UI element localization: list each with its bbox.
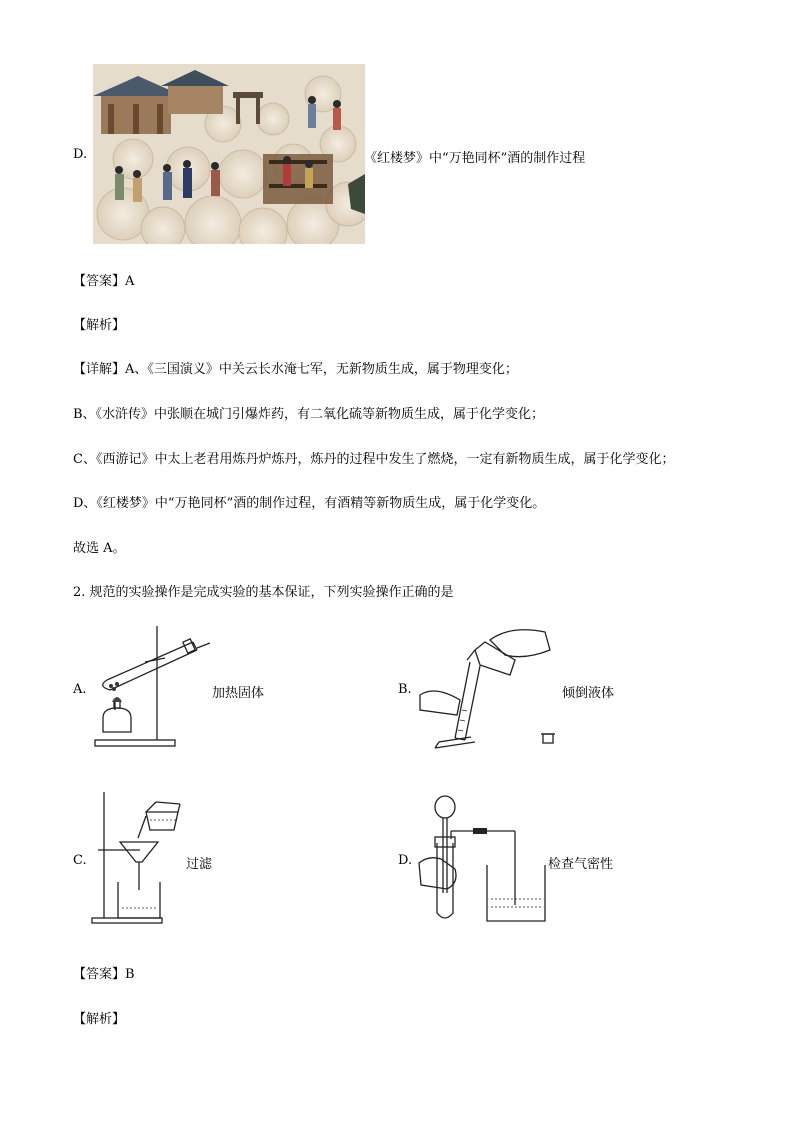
q1-analysis-tag: 【解析】 [73, 318, 126, 333]
filtration-apparatus-image [88, 790, 188, 925]
q1-detail-c: C、《西游记》中太上老君用炼丹炉炼丹，炼丹的过程中发生了燃烧，一定有新物质生成，属于化学变化； [73, 452, 675, 467]
q2-option-b-letter: B. [398, 682, 412, 697]
q2-stem: 2. 规范的实验操作是完成实验的基本保证，下列实验操作正确的是 [73, 585, 454, 600]
q2-option-a-caption: 加热固体 [212, 686, 265, 701]
q2-option-a-letter: A. [73, 682, 87, 697]
q1-detail-a [73, 358, 518, 377]
answer-value: A [125, 274, 135, 289]
answer-tag: 【答案】 [73, 274, 126, 289]
detail-tag: 【详解】 [73, 362, 126, 377]
q2-option-d-caption: 检查气密性 [548, 857, 614, 872]
q1-conclusion: 故选 A。 [73, 541, 126, 556]
q2-answer [73, 963, 135, 982]
q1-option-d-text: 《红楼梦》中“万艳同杯”酒的制作过程 [364, 151, 586, 166]
q2-option-c-caption: 过滤 [186, 857, 213, 872]
q1-answer [73, 270, 134, 289]
q2-option-c-letter: C. [73, 853, 87, 868]
q1-option-d-letter: D. [73, 147, 88, 162]
detail-a-text: A、《三国演义》中关云长水淹七军，无新物质生成，属于物理变化； [125, 362, 518, 377]
painting-image [93, 64, 365, 244]
answer-tag: 【答案】 [73, 967, 126, 982]
q2-analysis-tag: 【解析】 [73, 1012, 126, 1027]
q2-option-b-caption: 倾倒液体 [562, 686, 615, 701]
q1-detail-d: D、《红楼梦》中“万艳同杯”酒的制作过程，有酒精等新物质生成，属于化学变化。 [73, 496, 546, 511]
heating-solid-apparatus-image [85, 620, 215, 750]
answer-value: B [125, 967, 135, 982]
pouring-liquid-apparatus-image [415, 620, 565, 760]
q2-option-d-letter: D. [398, 853, 413, 868]
airtightness-check-apparatus-image [415, 793, 555, 928]
q1-detail-b: B、《水浒传》中张顺在城门引爆炸药，有二氧化硫等新物质生成，属于化学变化； [73, 407, 545, 422]
